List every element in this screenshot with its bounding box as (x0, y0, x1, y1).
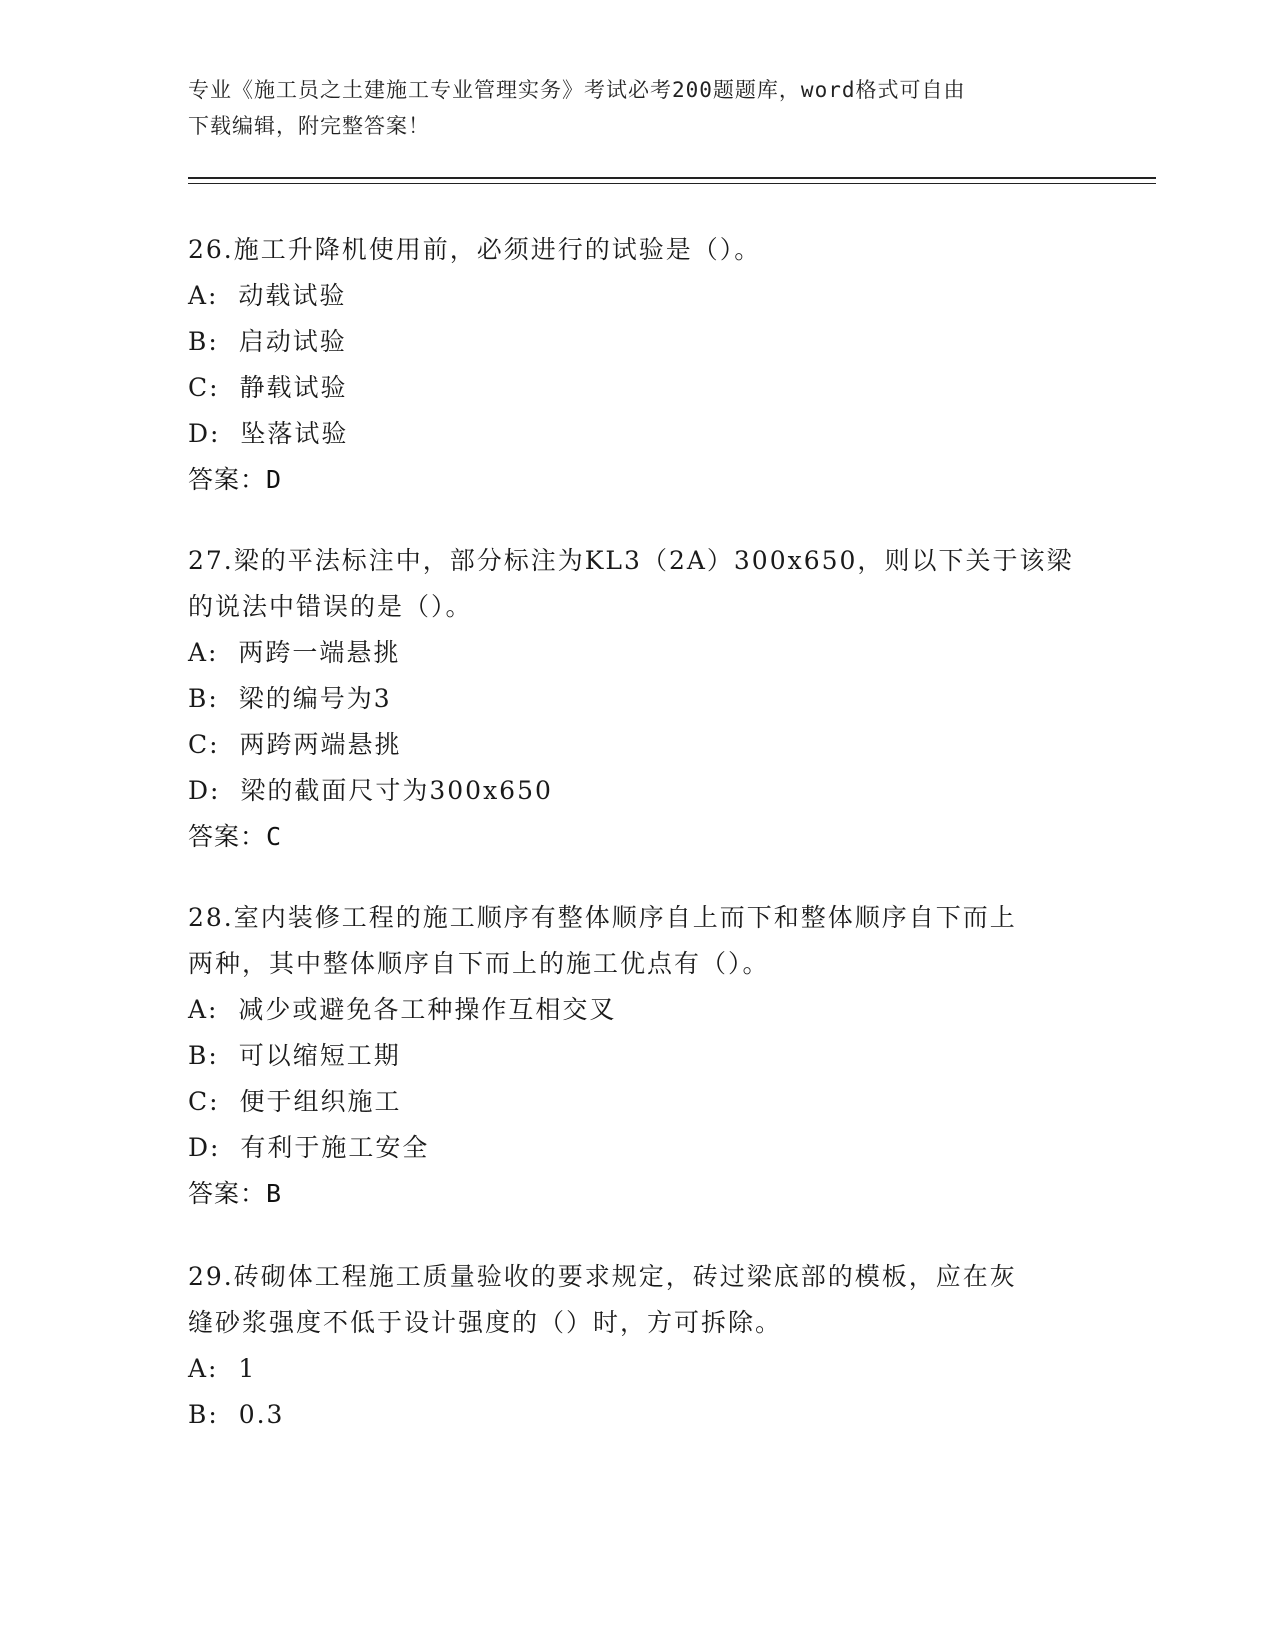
question-stem: 26.施工升降机使用前，必须进行的试验是（）。 (188, 235, 762, 264)
document-header (188, 72, 1088, 144)
question-stem-line-2: 两种，其中整体顺序自下而上的施工优点有（）。 (188, 949, 770, 978)
option-a: A: 两跨一端悬挑 (188, 638, 401, 667)
header-line-1: 专业《施工员之土建施工专业管理实务》考试必考200题题库，word格式可自由 (188, 78, 966, 102)
question-29 (188, 1254, 1088, 1438)
answer-text: 答案：B (188, 1179, 283, 1208)
question-27 (188, 538, 1088, 860)
option-d: D: 坠落试验 (188, 419, 349, 448)
header-line-2: 下载编辑，附完整答案！ (188, 114, 430, 138)
option-c: C: 静载试验 (188, 373, 348, 402)
question-28 (188, 895, 1088, 1217)
option-b: B: 可以缩短工期 (188, 1041, 401, 1070)
option-d: D: 有利于施工安全 (188, 1133, 430, 1162)
answer-text: 答案：C (188, 822, 283, 851)
option-b: B: 0.3 (188, 1400, 285, 1429)
option-c: C: 便于组织施工 (188, 1087, 402, 1116)
question-stem-line-1: 28.室内装修工程的施工顺序有整体顺序自上而下和整体顺序自下而上 (188, 903, 1017, 932)
question-stem-line-2: 的说法中错误的是（）。 (188, 592, 473, 621)
answer-text: 答案：D (188, 465, 283, 494)
question-stem-line-1: 27.梁的平法标注中，部分标注为KL3（2A）300x650，则以下关于该梁 (188, 546, 1074, 575)
header-rule-thick (188, 177, 1156, 179)
option-c: C: 两跨两端悬挑 (188, 730, 402, 759)
option-d: D: 梁的截面尺寸为300x650 (188, 776, 553, 805)
option-b: B: 启动试验 (188, 327, 347, 356)
question-26 (188, 227, 1088, 503)
option-a: A: 1 (188, 1354, 257, 1383)
option-a: A: 动载试验 (188, 281, 347, 310)
option-b: B: 梁的编号为3 (188, 684, 392, 713)
header-rule-thin (188, 183, 1156, 184)
option-a: A: 减少或避免各工种操作互相交叉 (188, 995, 617, 1024)
question-stem-line-1: 29.砖砌体工程施工质量验收的要求规定，砖过梁底部的模板，应在灰 (188, 1262, 1017, 1291)
question-stem-line-2: 缝砂浆强度不低于设计强度的（）时，方可拆除。 (188, 1308, 783, 1337)
